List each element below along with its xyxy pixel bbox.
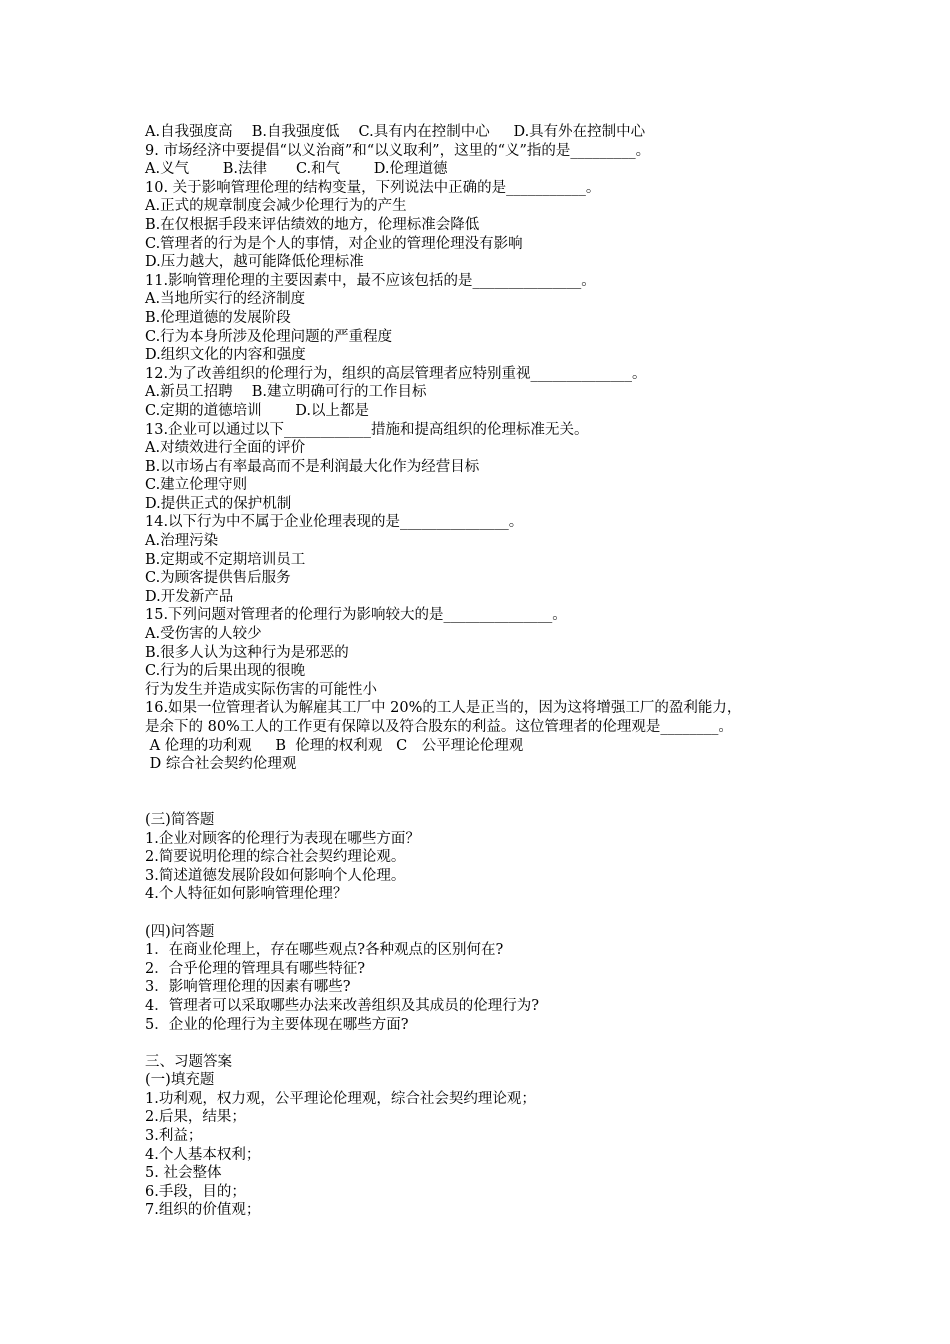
option-line: D 综合社会契约伦理观 xyxy=(145,756,297,773)
option-line: A.义气 B.法律 C.和气 D.伦理道德 xyxy=(145,161,448,178)
answers-heading: 三、习题答案 xyxy=(145,1053,232,1070)
option-line: C.行为本身所涉及伦理问题的严重程度 xyxy=(145,328,393,345)
answer-item: 6.手段，目的； xyxy=(145,1183,246,1200)
option-line: C.行为的后果出现的很晚 xyxy=(145,663,306,680)
short-answer-question: 4.个人特征如何影响管理伦理？ xyxy=(145,886,348,903)
option-line: A.正式的规章制度会减少伦理行为的产生 xyxy=(145,198,407,215)
question-9: 9. 市场经济中要提倡“以义治商”和“以义取利”，这里的“义”指的是_________。 xyxy=(145,142,651,159)
option-line: C.建立伦理守则 xyxy=(145,477,248,494)
option-line: A.自我强度高 B.自我强度低 C.具有内在控制中心 D.具有外在控制中心 xyxy=(145,124,646,140)
section-heading-essay: (四)问答题 xyxy=(145,923,215,940)
essay-question: 1．在商业伦理上，存在哪些观点?各种观点的区别何在? xyxy=(145,942,504,959)
question-12: 12.为了改善组织的伦理行为，组织的高层管理者应特别重视______________。 xyxy=(145,365,647,382)
option-line: A.当地所实行的经济制度 xyxy=(145,291,306,308)
short-answer-question: 3.简述道德发展阶段如何影响个人伦理。 xyxy=(145,867,406,884)
option-line: A.对绩效进行全面的评价 xyxy=(145,440,306,457)
answer-item: 2.后果，结果； xyxy=(145,1109,246,1126)
answer-item: 3.利益； xyxy=(145,1128,203,1145)
essay-question: 2．合乎伦理的管理具有哪些特征? xyxy=(145,960,365,977)
option-line: D.压力越大，越可能降低伦理标准 xyxy=(145,254,364,271)
option-line: D.提供正式的保护机制 xyxy=(145,495,292,512)
document-page xyxy=(145,123,835,1220)
option-line: A.治理污染 xyxy=(145,533,219,550)
question-16: 16.如果一位管理者认为解雇其工厂中 20%的工人是正当的，因为这将增强工厂的盈利能力， xyxy=(145,700,742,717)
option-line: B.定期或不定期培训员工 xyxy=(145,551,306,568)
option-line: D.组织文化的内容和强度 xyxy=(145,347,306,364)
answer-item: 1.功利观，权力观，公平理论伦理观，综合社会契约理论观； xyxy=(145,1090,536,1107)
question-15: 15.下列问题对管理者的伦理行为影响较大的是_______________。 xyxy=(145,607,567,624)
essay-question: 5．企业的伦理行为主要体现在哪些方面? xyxy=(145,1016,409,1033)
option-line: A.新员工招聘 B.建立明确可行的工作目标 xyxy=(145,384,427,401)
question-16-continued: 是余下的 80%工人的工作更有保障以及符合股东的利益。这位管理者的伦理观是________。 xyxy=(145,719,733,735)
essay-question: 3．影响管理伦理的因素有哪些? xyxy=(145,979,351,996)
option-line: A.受伤害的人较少 xyxy=(145,626,262,643)
option-line: C.管理者的行为是个人的事情，对企业的管理伦理没有影响 xyxy=(145,235,523,252)
option-line: B.伦理道德的发展阶段 xyxy=(145,309,291,326)
section-heading-short-answer: (三)简答题 xyxy=(145,811,215,828)
short-answer-question: 1.企业对顾客的伦理行为表现在哪些方面？ xyxy=(145,830,420,847)
answer-item: 4.个人基本权利； xyxy=(145,1146,261,1163)
answer-item: 7.组织的价值观； xyxy=(145,1202,261,1219)
option-line: 行为发生并造成实际伤害的可能性小 xyxy=(145,681,377,698)
option-line: D.开发新产品 xyxy=(145,588,234,605)
answer-item: 5. 社会整体 xyxy=(145,1165,222,1182)
question-11: 11.影响管理伦理的主要因素中，最不应该包括的是_______________。 xyxy=(145,272,596,289)
short-answer-question: 2.简要说明伦理的综合社会契约理论观。 xyxy=(145,849,406,866)
essay-question: 4．管理者可以采取哪些办法来改善组织及其成员的伦理行为? xyxy=(145,997,539,1014)
option-line: B.很多人认为这种行为是邪恶的 xyxy=(145,644,349,661)
question-13: 13.企业可以通过以下____________措施和提高组织的伦理标准无关。 xyxy=(145,421,589,438)
option-line: C.定期的道德培训 D.以上都是 xyxy=(145,402,370,419)
option-line: A 伦理的功利观 B 伦理的权利观 C 公平理论伦理观 xyxy=(145,737,524,754)
option-line: B.以市场占有率最高而不是利润最大化作为经营目标 xyxy=(145,458,480,475)
option-line: C.为顾客提供售后服务 xyxy=(145,570,291,587)
answers-subheading: (一)填充题 xyxy=(145,1072,215,1089)
option-line: B.在仅根据手段来评估绩效的地方，伦理标准会降低 xyxy=(145,216,480,233)
question-14: 14.以下行为中不属于企业伦理表现的是_______________。 xyxy=(145,514,524,531)
question-10: 10. 关于影响管理伦理的结构变量，下列说法中正确的是___________。 xyxy=(145,179,601,196)
